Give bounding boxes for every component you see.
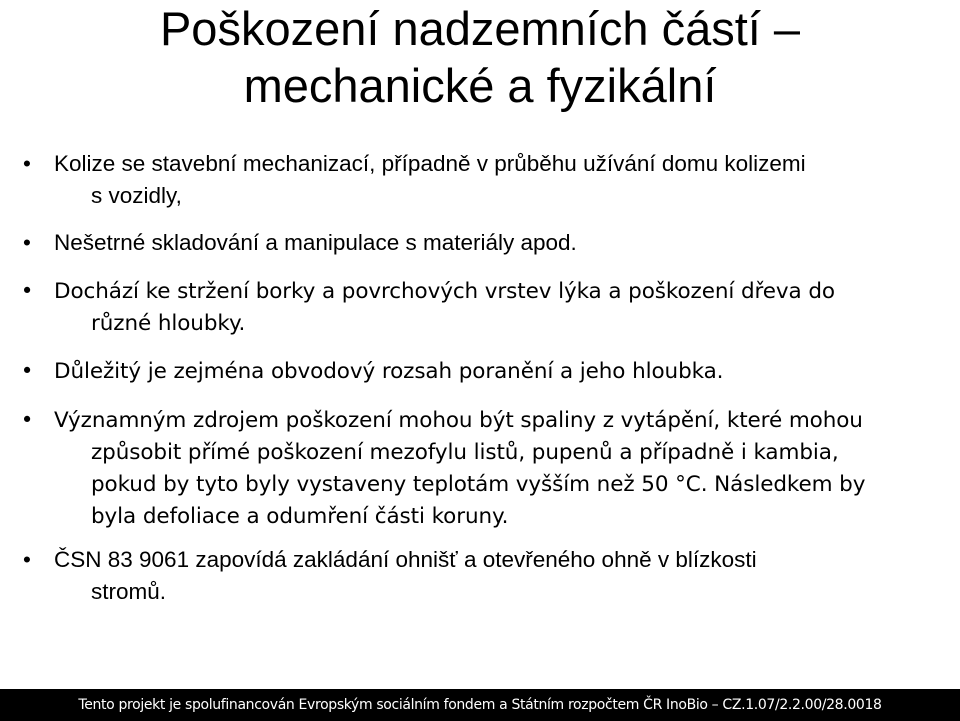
bullet-dot: • [23, 547, 31, 572]
slide-title-line-1: Poškození nadzemních částí – [159, 2, 801, 55]
bullet-item-4 [20, 356, 949, 388]
bullet-3-line-1: Dochází ke stržení borky a povrchových vrstev lýka a poškození dřeva do [54, 279, 835, 304]
bullet-dot: • [20, 408, 34, 433]
bullet-item-5 [20, 405, 949, 533]
bullet-4-line-1: Důležitý je zejména obvodový rozsah poranění a jeho hloubka. [54, 359, 724, 384]
bullet-dot: • [23, 230, 31, 255]
bullet-item-6 [23, 544, 949, 608]
bullet-1-line-2: s vozidly, [91, 183, 182, 208]
bullet-item-1 [23, 148, 949, 212]
bullet-dot: • [20, 279, 34, 304]
bullet-1-line-1: Kolize se stavební mechanizací, případně v průběhu užívání domu kolizemi [54, 151, 806, 176]
bullet-item-3 [20, 276, 949, 340]
bullet-5-line-2: způsobit přímé poškození mezofylu listů, pupenů a případně i kambia, [91, 440, 839, 465]
footer-text: Tento projekt je spolufinancován Evropským sociálním fondem a Státním rozpočtem ČR InoBio – CZ.1.07/2.2.00/28.0018 [78, 697, 882, 713]
bullet-2-line-1: Nešetrné skladování a manipulace s materiály apod. [54, 230, 577, 255]
bullet-5-line-3: pokud by tyto byly vystaveny teplotám vyšším než 50 °C. Následkem by [91, 472, 866, 497]
bullet-6-line-1: ČSN 83 9061 zapovídá zakládání ohnišť a otevřeného ohně v blízkosti [54, 547, 757, 572]
slide-title-line-2: mechanické a fyzikální [243, 59, 717, 112]
footer-bar [0, 689, 960, 721]
bullet-dot: • [23, 151, 31, 176]
bullet-5-line-4: byla defoliace a odumření části koruny. [91, 504, 509, 529]
bullet-item-2 [23, 227, 949, 259]
bullet-5-line-1: Významným zdrojem poškození mohou být spaliny z vytápění, které mohou [54, 408, 863, 433]
bullet-3-line-2: různé hloubky. [91, 311, 246, 336]
bullet-6-line-2: stromů. [91, 579, 167, 604]
bullet-dot: • [20, 359, 34, 384]
slide-title [0, 0, 960, 114]
